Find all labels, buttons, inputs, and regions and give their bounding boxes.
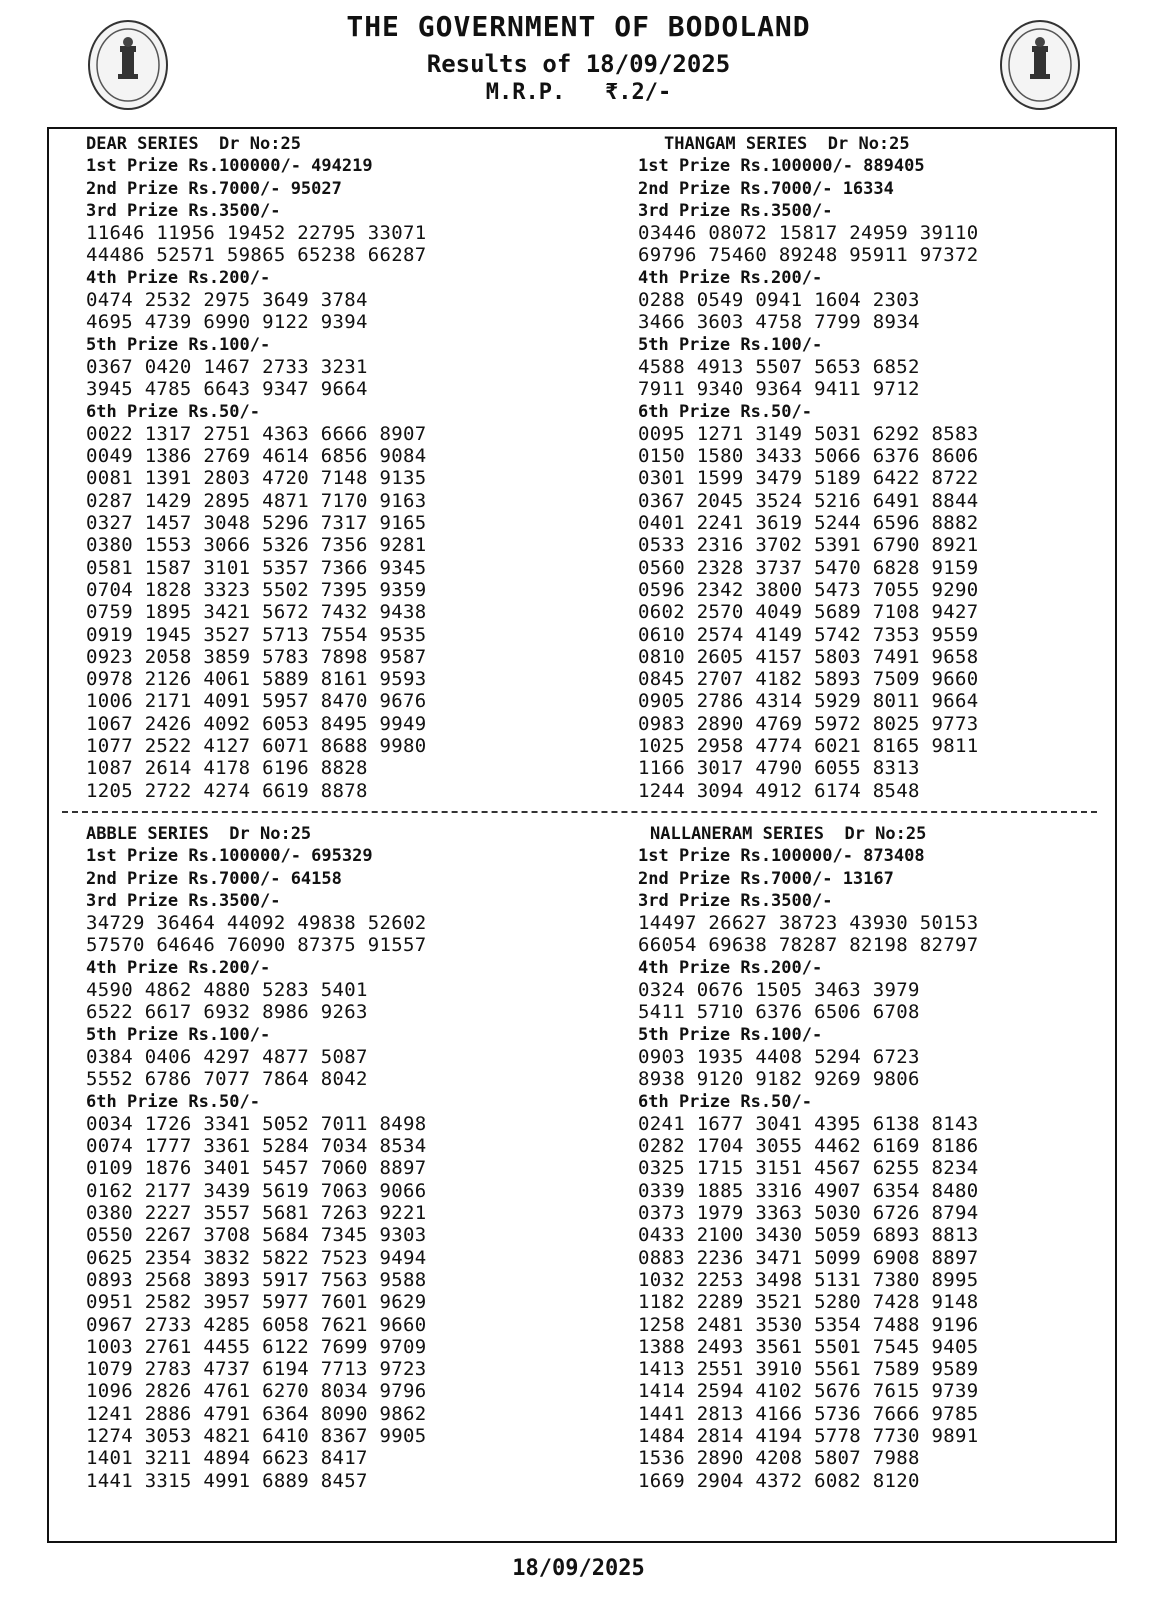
fourth-prize-numbers: 3466 3603 4758 7799 8934: [638, 311, 920, 334]
sixth-prize-numbers: 1441 2813 4166 5736 7666 9785: [638, 1402, 979, 1425]
fourth-prize-numbers: 0474 2532 2975 3649 3784: [86, 289, 368, 312]
sixth-prize-numbers: 1003 2761 4455 6122 7699 9709: [86, 1335, 427, 1358]
fourth-prize-numbers: 0324 0676 1505 3463 3979: [638, 979, 920, 1002]
series-heading: THANGAM SERIES Dr No:25: [664, 134, 910, 154]
sixth-prize-numbers: 1484 2814 4194 5778 7730 9891: [638, 1425, 979, 1448]
fifth-prize-label: 5th Prize Rs.100/-: [638, 334, 823, 355]
fourth-prize-label: 4th Prize Rs.200/-: [86, 267, 271, 288]
sixth-prize-numbers: 1241 2886 4791 6364 8090 9862: [86, 1402, 427, 1425]
fourth-prize-numbers: 0288 0549 0941 1604 2303: [638, 289, 920, 312]
third-prize-numbers: 03446 08072 15817 24959 39110: [638, 222, 979, 245]
fifth-prize-numbers: 3945 4785 6643 9347 9664: [86, 378, 368, 401]
sixth-prize-numbers: 0983 2890 4769 5972 8025 9773: [638, 712, 979, 735]
sixth-prize-numbers: 0373 1979 3363 5030 6726 8794: [638, 1202, 979, 1225]
sixth-prize-numbers: 0433 2100 3430 5059 6893 8813: [638, 1224, 979, 1247]
sixth-prize-numbers: 0081 1391 2803 4720 7148 9135: [86, 467, 427, 490]
fifth-prize-numbers: 5552 6786 7077 7864 8042: [86, 1068, 368, 1091]
sixth-prize-numbers: 1244 3094 4912 6174 8548: [638, 779, 920, 802]
fourth-prize-numbers: 5411 5710 6376 6506 6708: [638, 1001, 920, 1024]
first-prize: 1st Prize Rs.100000/- 889405: [638, 156, 925, 177]
series-block-dear: [86, 133, 426, 802]
fourth-prize-numbers: 6522 6617 6932 8986 9263: [86, 1001, 368, 1024]
sixth-prize-numbers: 0074 1777 3361 5284 7034 8534: [86, 1135, 427, 1158]
third-prize-numbers: 44486 52571 59865 65238 66287: [86, 244, 427, 267]
sixth-prize-numbers: 0951 2582 3957 5977 7601 9629: [86, 1291, 427, 1314]
sixth-prize-numbers: 0282 1704 3055 4462 6169 8186: [638, 1135, 979, 1158]
sixth-prize-numbers: 0893 2568 3893 5917 7563 9588: [86, 1268, 427, 1291]
sixth-prize-numbers: 0845 2707 4182 5893 7509 9660: [638, 668, 979, 691]
third-prize-label: 3rd Prize Rs.3500/-: [638, 890, 833, 911]
fifth-prize-numbers: 7911 9340 9364 9411 9712: [638, 378, 920, 401]
sixth-prize-numbers: 0049 1386 2769 4614 6856 9084: [86, 445, 427, 468]
sixth-prize-numbers: 0380 2227 3557 5681 7263 9221: [86, 1202, 427, 1225]
fifth-prize-numbers: 0384 0406 4297 4877 5087: [86, 1045, 368, 1068]
sixth-prize-numbers: 1441 3315 4991 6889 8457: [86, 1469, 368, 1492]
sixth-prize-numbers: 0022 1317 2751 4363 6666 8907: [86, 422, 427, 445]
mrp-price: M.R.P. ₹.2/-: [485, 80, 672, 105]
sixth-prize-numbers: 0759 1895 3421 5672 7432 9438: [86, 601, 427, 624]
sixth-prize-numbers: 1401 3211 4894 6623 8417: [86, 1447, 368, 1470]
sixth-prize-numbers: 0095 1271 3149 5031 6292 8583: [638, 422, 979, 445]
fifth-prize-numbers: 8938 9120 9182 9269 9806: [638, 1068, 920, 1091]
sixth-prize-numbers: 1067 2426 4092 6053 8495 9949: [86, 712, 427, 735]
section-divider: [62, 811, 1097, 813]
series-heading: DEAR SERIES Dr No:25: [86, 134, 301, 154]
second-prize: 2nd Prize Rs.7000/- 13167: [638, 868, 894, 889]
sixth-prize-label: 6th Prize Rs.50/-: [86, 1091, 260, 1112]
sixth-prize-numbers: 0301 1599 3479 5189 6422 8722: [638, 467, 979, 490]
sixth-prize-numbers: 0581 1587 3101 5357 7366 9345: [86, 556, 427, 579]
series-block-abble: [86, 823, 426, 1492]
sixth-prize-numbers: 0287 1429 2895 4871 7170 9163: [86, 489, 427, 512]
sixth-prize-numbers: 1414 2594 4102 5676 7615 9739: [638, 1380, 979, 1403]
sixth-prize-numbers: 0883 2236 3471 5099 6908 8897: [638, 1246, 979, 1269]
sixth-prize-numbers: 0550 2267 3708 5684 7345 9303: [86, 1224, 427, 1247]
sixth-prize-numbers: 1388 2493 3561 5501 7545 9405: [638, 1335, 979, 1358]
sixth-prize-numbers: 1087 2614 4178 6196 8828: [86, 757, 368, 780]
third-prize-numbers: 57570 64646 76090 87375 91557: [86, 934, 427, 957]
sixth-prize-numbers: 0339 1885 3316 4907 6354 8480: [638, 1179, 979, 1202]
first-prize: 1st Prize Rs.100000/- 494219: [86, 156, 373, 177]
second-prize: 2nd Prize Rs.7000/- 95027: [86, 178, 342, 199]
third-prize-numbers: 66054 69638 78287 82198 82797: [638, 934, 979, 957]
sixth-prize-numbers: 0919 1945 3527 5713 7554 9535: [86, 623, 427, 646]
sixth-prize-numbers: 0923 2058 3859 5783 7898 9587: [86, 645, 427, 668]
series-heading: NALLANERAM SERIES Dr No:25: [650, 824, 927, 844]
sixth-prize-numbers: 1182 2289 3521 5280 7428 9148: [638, 1291, 979, 1314]
footer-date: 18/09/2025: [512, 1556, 645, 1581]
sixth-prize-numbers: 0560 2328 3737 5470 6828 9159: [638, 556, 979, 579]
third-prize-label: 3rd Prize Rs.3500/-: [86, 890, 281, 911]
sixth-prize-numbers: 1274 3053 4821 6410 8367 9905: [86, 1425, 427, 1448]
sixth-prize-numbers: 1536 2890 4208 5807 7988: [638, 1447, 920, 1470]
sixth-prize-numbers: 0034 1726 3341 5052 7011 8498: [86, 1112, 427, 1135]
sixth-prize-numbers: 0380 1553 3066 5326 7356 9281: [86, 534, 427, 557]
sixth-prize-numbers: 1166 3017 4790 6055 8313: [638, 757, 920, 780]
sixth-prize-numbers: 0810 2605 4157 5803 7491 9658: [638, 645, 979, 668]
sixth-prize-numbers: 1669 2904 4372 6082 8120: [638, 1469, 920, 1492]
first-prize: 1st Prize Rs.100000/- 695329: [86, 846, 373, 867]
fourth-prize-label: 4th Prize Rs.200/-: [86, 957, 271, 978]
sixth-prize-numbers: 0704 1828 3323 5502 7395 9359: [86, 578, 427, 601]
sixth-prize-label: 6th Prize Rs.50/-: [638, 401, 812, 422]
sixth-prize-numbers: 1032 2253 3498 5131 7380 8995: [638, 1268, 979, 1291]
second-prize: 2nd Prize Rs.7000/- 64158: [86, 868, 342, 889]
third-prize-label: 3rd Prize Rs.3500/-: [638, 200, 833, 221]
fourth-prize-numbers: 4695 4739 6990 9122 9394: [86, 311, 368, 334]
sixth-prize-numbers: 1205 2722 4274 6619 8878: [86, 779, 368, 802]
sixth-prize-numbers: 0162 2177 3439 5619 7063 9066: [86, 1179, 427, 1202]
third-prize-label: 3rd Prize Rs.3500/-: [86, 200, 281, 221]
series-block-nallaneram: [638, 823, 978, 1492]
sixth-prize-numbers: 1006 2171 4091 5957 8470 9676: [86, 690, 427, 713]
fifth-prize-label: 5th Prize Rs.100/-: [86, 1024, 271, 1045]
sixth-prize-label: 6th Prize Rs.50/-: [86, 401, 260, 422]
third-prize-numbers: 34729 36464 44092 49838 52602: [86, 912, 427, 935]
sixth-prize-numbers: 0401 2241 3619 5244 6596 8882: [638, 512, 979, 535]
sixth-prize-numbers: 0602 2570 4049 5689 7108 9427: [638, 601, 979, 624]
sixth-prize-numbers: 0327 1457 3048 5296 7317 9165: [86, 512, 427, 535]
sixth-prize-numbers: 1025 2958 4774 6021 8165 9811: [638, 735, 979, 758]
sixth-prize-numbers: 0533 2316 3702 5391 6790 8921: [638, 534, 979, 557]
sixth-prize-numbers: 0241 1677 3041 4395 6138 8143: [638, 1112, 979, 1135]
sixth-prize-numbers: 1413 2551 3910 5561 7589 9589: [638, 1358, 979, 1381]
fifth-prize-numbers: 0903 1935 4408 5294 6723: [638, 1045, 920, 1068]
series-heading: ABBLE SERIES Dr No:25: [86, 824, 312, 844]
page-title: THE GOVERNMENT OF BODOLAND: [346, 10, 811, 43]
sixth-prize-numbers: 0625 2354 3832 5822 7523 9494: [86, 1246, 427, 1269]
third-prize-numbers: 14497 26627 38723 43930 50153: [638, 912, 979, 935]
sixth-prize-numbers: 1077 2522 4127 6071 8688 9980: [86, 735, 427, 758]
results-date: Results of 18/09/2025: [426, 50, 731, 78]
sixth-prize-numbers: 0109 1876 3401 5457 7060 8897: [86, 1157, 427, 1180]
government-seal-icon: [998, 18, 1082, 112]
fourth-prize-numbers: 4590 4862 4880 5283 5401: [86, 979, 368, 1002]
third-prize-numbers: 11646 11956 19452 22795 33071: [86, 222, 427, 245]
third-prize-numbers: 69796 75460 89248 95911 97372: [638, 244, 979, 267]
sixth-prize-numbers: 0596 2342 3800 5473 7055 9290: [638, 578, 979, 601]
first-prize: 1st Prize Rs.100000/- 873408: [638, 846, 925, 867]
fifth-prize-numbers: 4588 4913 5507 5653 6852: [638, 355, 920, 378]
sixth-prize-numbers: 0367 2045 3524 5216 6491 8844: [638, 489, 979, 512]
sixth-prize-numbers: 1096 2826 4761 6270 8034 9796: [86, 1380, 427, 1403]
fifth-prize-label: 5th Prize Rs.100/-: [86, 334, 271, 355]
sixth-prize-numbers: 0978 2126 4061 5889 8161 9593: [86, 668, 427, 691]
sixth-prize-numbers: 0325 1715 3151 4567 6255 8234: [638, 1157, 979, 1180]
sixth-prize-numbers: 0150 1580 3433 5066 6376 8606: [638, 445, 979, 468]
fourth-prize-label: 4th Prize Rs.200/-: [638, 957, 823, 978]
sixth-prize-numbers: 0905 2786 4314 5929 8011 9664: [638, 690, 979, 713]
fifth-prize-numbers: 0367 0420 1467 2733 3231: [86, 355, 368, 378]
page-header: [0, 0, 1157, 120]
sixth-prize-numbers: 0967 2733 4285 6058 7621 9660: [86, 1313, 427, 1336]
fourth-prize-label: 4th Prize Rs.200/-: [638, 267, 823, 288]
fifth-prize-label: 5th Prize Rs.100/-: [638, 1024, 823, 1045]
sixth-prize-numbers: 1079 2783 4737 6194 7713 9723: [86, 1358, 427, 1381]
sixth-prize-numbers: 0610 2574 4149 5742 7353 9559: [638, 623, 979, 646]
series-block-thangam: [638, 133, 978, 802]
second-prize: 2nd Prize Rs.7000/- 16334: [638, 178, 894, 199]
sixth-prize-numbers: 1258 2481 3530 5354 7488 9196: [638, 1313, 979, 1336]
sixth-prize-label: 6th Prize Rs.50/-: [638, 1091, 812, 1112]
